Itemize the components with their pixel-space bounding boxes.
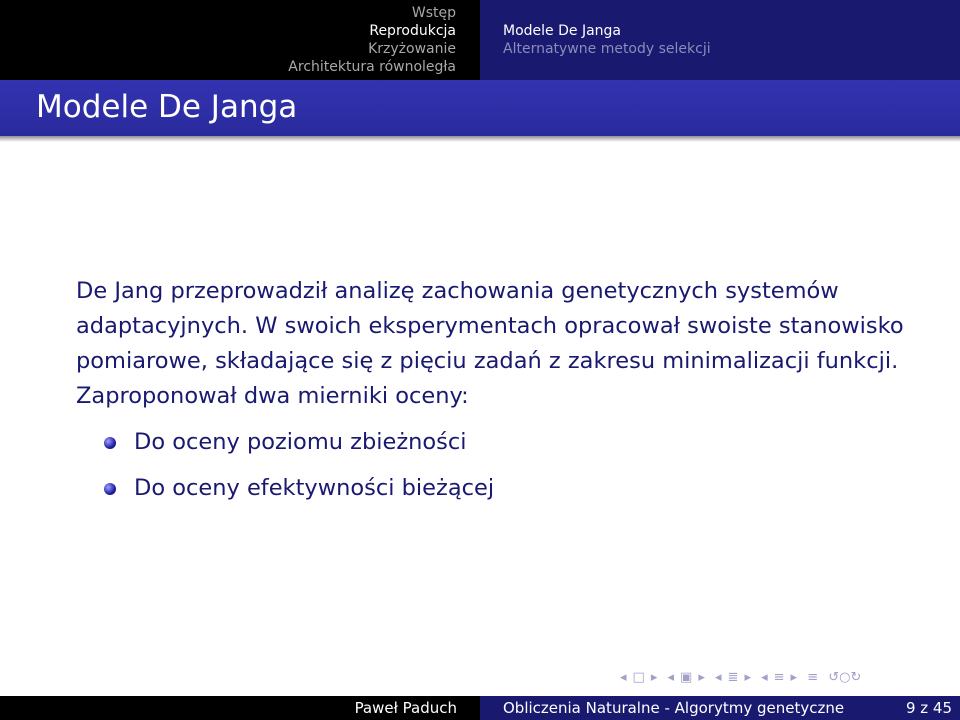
ball-bullet-icon <box>104 483 116 495</box>
footer-title-block <box>480 696 960 720</box>
frame-title-bar <box>0 80 960 136</box>
frame-icon[interactable]: ▣ <box>680 670 693 685</box>
prev-subsection-icon[interactable]: ◂ <box>715 670 722 685</box>
subsection-link-modele-de-janga[interactable]: Modele De Janga <box>503 23 621 39</box>
slide-icon[interactable]: □ <box>632 670 645 685</box>
section-link-reprodukcja[interactable]: Reprodukcja <box>369 23 456 39</box>
subsection-navigation <box>480 0 960 80</box>
list-item <box>104 470 494 516</box>
section-navigation <box>0 0 480 80</box>
navigation-symbols <box>620 670 950 690</box>
section-link-krzyzowanie[interactable]: Krzyżowanie <box>368 41 456 57</box>
align-icon[interactable]: ≡ <box>807 670 819 685</box>
body-paragraph: De Jang przeprowadził analizę zachowania genetycznych systemów adaptacyjnych. W swoich eksperymentach opracował swoiste stanowisko pomiarowe, składające się z pięciu zadań z zakresu minimalizacji funkcji. Zaproponował dwa mierniki oceny: <box>76 278 904 409</box>
subsection-icon[interactable]: ≣ <box>727 670 739 685</box>
bullet-list <box>104 424 494 516</box>
prev-slide-icon[interactable]: ◂ <box>620 670 627 685</box>
footer-author: Paweł Paduch <box>0 696 480 720</box>
footer-title: Obliczenia Naturalne - Algorytmy genetyczne <box>503 699 845 717</box>
next-section-icon[interactable]: ▸ <box>790 670 798 685</box>
list-item <box>104 424 494 470</box>
bullet-text: Do oceny efektywności bieżącej <box>134 475 495 501</box>
bullet-text: Do oceny poziomu zbieżności <box>134 429 467 455</box>
ball-bullet-icon <box>104 437 116 449</box>
next-subsection-icon[interactable]: ▸ <box>744 670 751 685</box>
headline-bar <box>0 0 960 80</box>
search-icon[interactable]: ↺○↻ <box>828 670 862 685</box>
section-link-wstep[interactable]: Wstęp <box>411 5 456 21</box>
prev-frame-icon[interactable]: ◂ <box>667 670 675 685</box>
prev-section-icon[interactable]: ◂ <box>761 670 768 685</box>
footer-bar <box>0 696 960 720</box>
title-shadow <box>0 136 960 142</box>
section-icon[interactable]: ≡ <box>773 670 785 685</box>
next-slide-icon[interactable]: ▸ <box>650 670 658 685</box>
subsection-link-alternatywne-metody[interactable]: Alternatywne metody selekcji <box>503 41 711 57</box>
page-number: 9 z 45 <box>905 699 952 717</box>
frame-title: Modele De Janga <box>36 89 298 125</box>
section-link-architektura[interactable]: Architektura równoległa <box>288 59 456 75</box>
next-frame-icon[interactable]: ▸ <box>698 670 705 685</box>
